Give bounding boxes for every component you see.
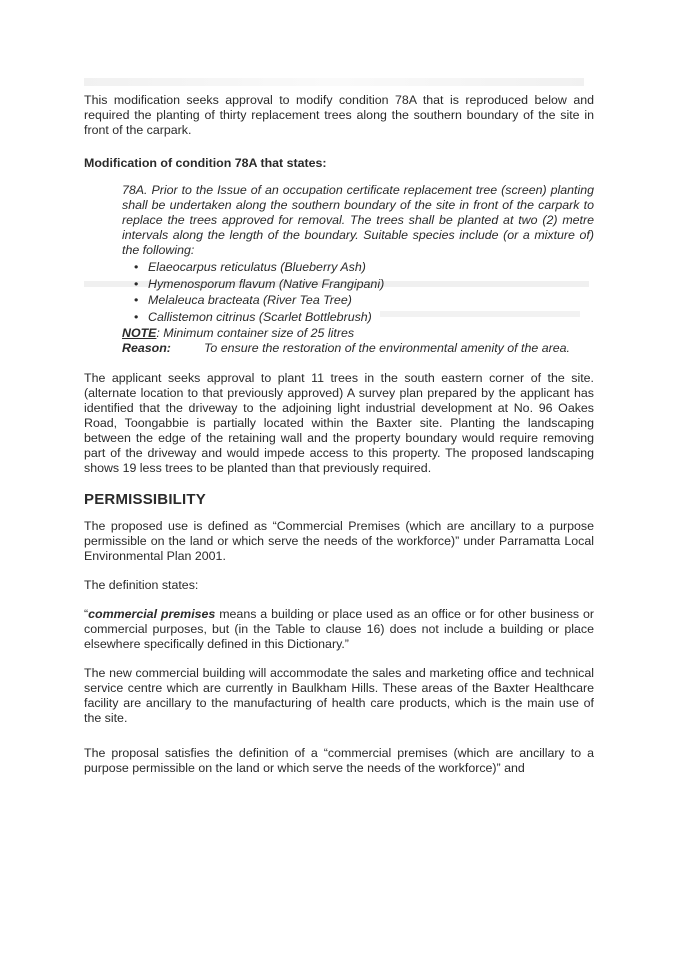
- modification-subheading: Modification of condition 78A that states:: [84, 156, 327, 170]
- species-name: Callistemon citrinus (Scarlet Bottlebrush): [148, 309, 372, 324]
- bullet-icon: •: [134, 309, 139, 324]
- note-text: : Minimum container size of 25 litres: [156, 326, 355, 340]
- list-item: [134, 292, 594, 309]
- show-through-bleed: [84, 78, 584, 86]
- list-item: [134, 276, 594, 293]
- reason-text: To ensure the restoration of the environmental amenity of the area.: [204, 341, 570, 355]
- satisfies-paragraph: The proposal satisfies the definition of a “commercial premises (which are ancillary to a purpose permissible on the land or which serve the needs of the workforce)” and: [84, 746, 594, 775]
- use-paragraph: The proposed use is defined as “Commercial Premises (which are ancillary to a purpose permissible on the land or which serve the needs of the workforce)” under Parramatta Local Environmental Plan 2001.: [84, 519, 594, 563]
- building-paragraph: The new commercial building will accommodate the sales and marketing office and technical service centre which are currently in Baulkham Hills. These areas of the Baxter Healthcare facility are ancillary to the manufacturing of health care products, which is the main use of the site.: [84, 666, 594, 725]
- condition-78a-block: [122, 183, 594, 356]
- intro-paragraph: This modification seeks approval to modify condition 78A that is reproduced below and required the planting of thirty replacement trees along the southern boundary of the site in front of the carpark.: [84, 93, 594, 137]
- definition-text: means a building or place used as an office or for other business or commercial purposes, but (in the Table to clause 16) does not include a building or place elsewhere specifically defined in this Dictionary.”: [84, 607, 594, 651]
- definition-paragraph: [84, 607, 594, 652]
- species-name: Elaeocarpus reticulatus (Blueberry Ash): [148, 260, 366, 274]
- permissibility-heading: PERMISSIBILITY: [84, 491, 206, 508]
- document-body: [84, 93, 594, 790]
- note-label: NOTE: [122, 326, 157, 340]
- species-name: Hymenosporum flavum (Native Frangipani): [148, 276, 385, 291]
- definition-intro: The definition states:: [84, 578, 199, 592]
- reason-label: Reason:: [122, 341, 171, 355]
- species-name: Melaleuca bracteata (River Tea Tree): [148, 293, 352, 307]
- bullet-icon: •: [134, 293, 139, 307]
- bullet-icon: •: [134, 260, 139, 274]
- list-item: [134, 309, 594, 326]
- condition-text: 78A. Prior to the Issue of an occupation certificate replacement tree (screen) planting shall be undertaken along the southern boundary of the site in front of the carpark to replace the trees approved for removal. The trees shall be planted at two (2) metre intervals along the length of the boundary. Suitable species include (or a mixture of) the following:: [122, 183, 594, 257]
- reason-row: [122, 341, 594, 356]
- open-quote: “: [84, 607, 89, 621]
- species-list: [122, 259, 594, 325]
- note-line: [122, 325, 594, 341]
- bullet-icon: •: [134, 276, 139, 291]
- list-item: [134, 259, 594, 276]
- applicant-paragraph: The applicant seeks approval to plant 11 trees in the south eastern corner of the site. (alternate location to that previously approved) A survey plan prepared by the applicant has identified that the driveway to the adjoining light industrial development at No. 96 Oakes Road, Toongabbie is partially located within the Baxter site. Planting the landscaping between the edge of the retaining wall and the property boundary would require removing part of the driveway and would impede access to this property. The proposed landscaping shows 19 less trees to be planted than that previously required.: [84, 371, 594, 475]
- defined-term: commercial premises: [88, 607, 216, 621]
